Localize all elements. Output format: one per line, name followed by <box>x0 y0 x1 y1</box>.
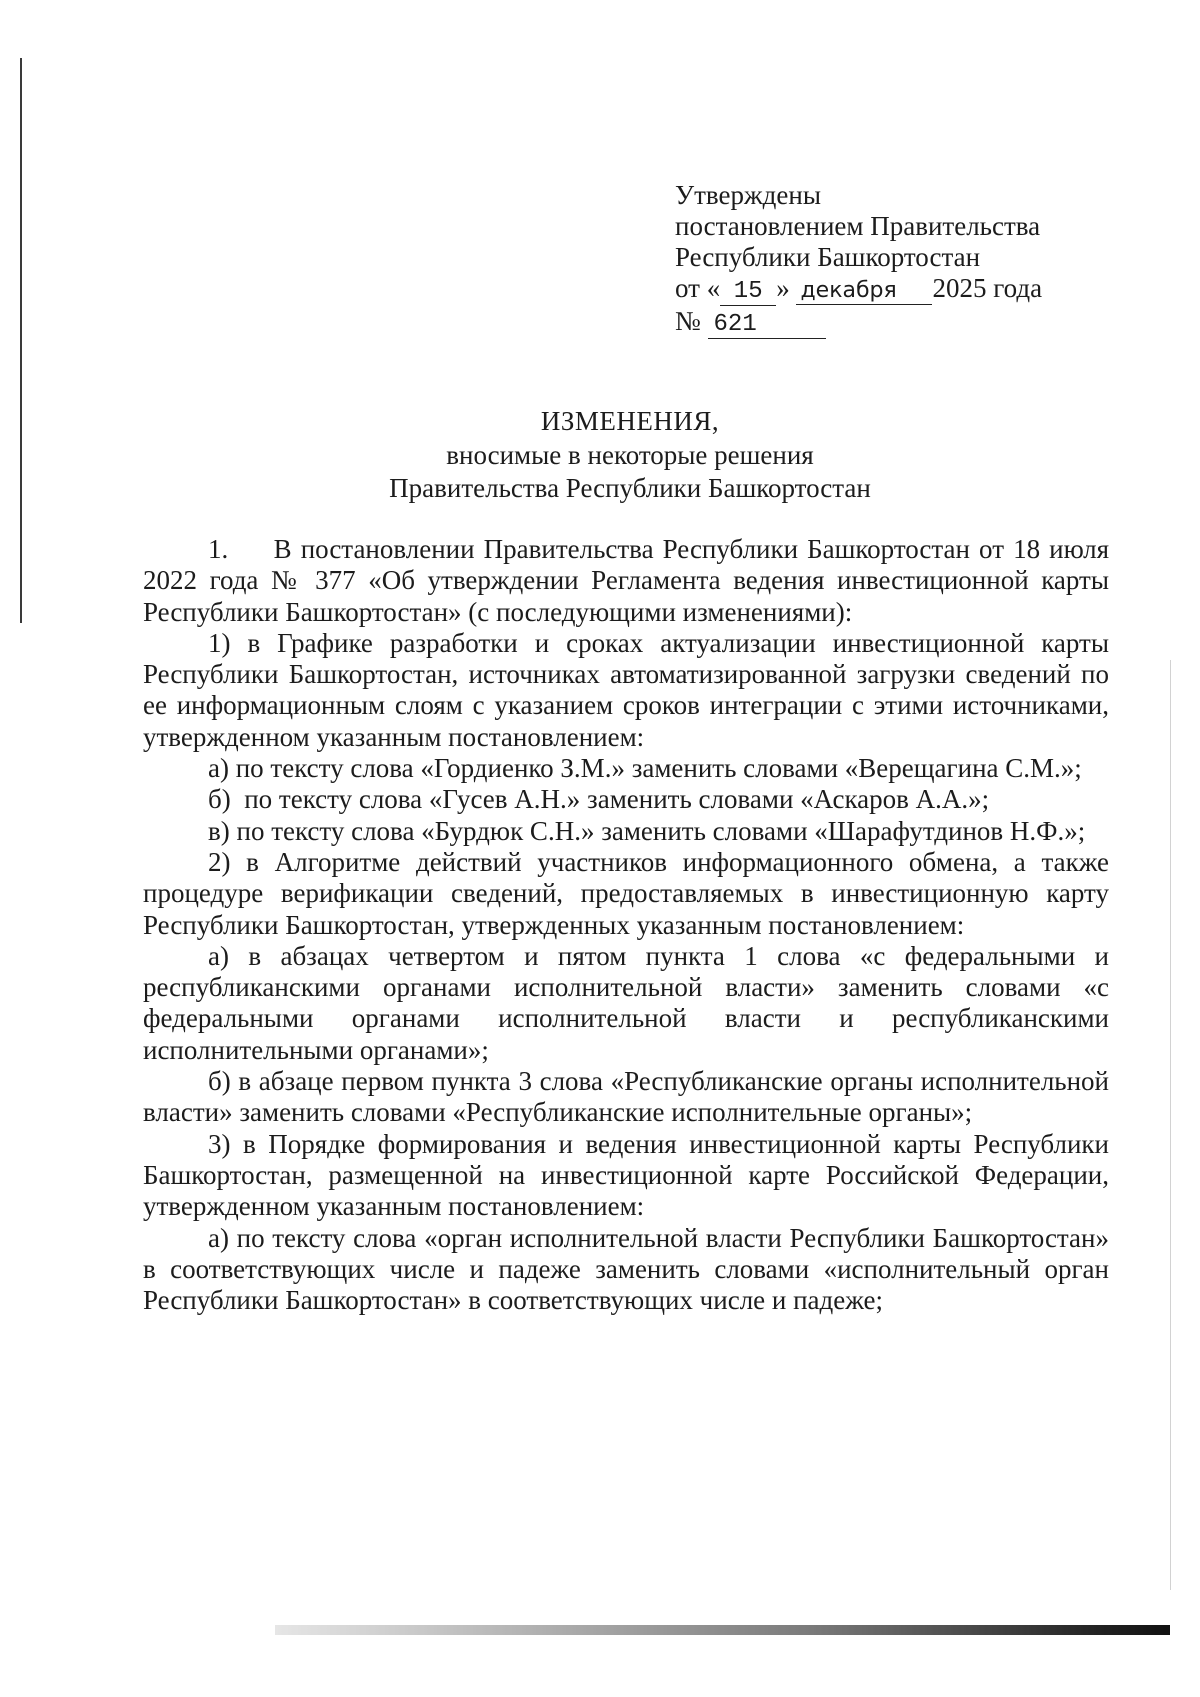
subitem-1a-paragraph: а) по тексту слова «Гордиенко З.М.» заменить словами «Верещагина С.М.»; <box>208 753 1082 784</box>
approval-line-1: Утверждены <box>675 180 821 210</box>
document-heading: ИЗМЕНЕНИЯ, <box>540 406 720 436</box>
approval-number <box>675 306 1042 339</box>
scan-edge-line-bottom <box>275 1625 1170 1635</box>
document-body <box>143 534 1109 1316</box>
subitem-3a-paragraph: а) по тексту слова «орган исполнительной власти Республики Башкортостан» в соответствующих числе и падеже заменить словами «исполнительный орган Республики Башкортостан» в соответствующих числе и падеже; <box>143 1222 1109 1316</box>
date-year: 2025 года <box>932 273 1043 303</box>
document-subtitle-line-1: вносимые в некоторые решения <box>446 440 814 470</box>
subitem-2b-paragraph: б) в абзаце первом пункта 3 слова «Республиканские органы исполнительной власти» заменить словами «Республиканские исполнительные органы»; <box>143 1066 1109 1128</box>
document-subtitle-line-2: Правительства Республики Башкортостан <box>389 473 871 503</box>
date-prefix: от « <box>675 273 721 303</box>
approval-line-3: Республики Башкортостан <box>675 242 981 272</box>
subitem-1b-paragraph: б) по тексту слова «Гусев А.Н.» заменить словами «Аскаров А.А.»; <box>208 784 990 815</box>
number-prefix: № <box>675 306 701 336</box>
subitem-3-paragraph: 3) в Порядке формирования и ведения инвестиционной карты Республики Башкортостан, размещенной на инвестиционной карте Российской Федерации, утвержденном указанным постановлением: <box>143 1128 1109 1222</box>
subitem-2a-paragraph: а) в абзацах четвертом и пятом пункта 1 слова «с федеральными и республиканскими органами исполнительной власти» заменить словами «с федеральными органами исполнительной власти и республиканскими исполнительными органами»; <box>143 940 1109 1065</box>
date-day: 15 <box>720 279 776 306</box>
item-1-paragraph: 1. В постановлении Правительства Республики Башкортостан от 18 июля 2022 года № 377 «Об утверждении Регламента ведения инвестиционной карты Республики Башкортостан» (с последующими изменениями): <box>143 534 1109 627</box>
subitem-2-paragraph: 2) в Алгоритме действий участников информационного обмена, а также процедуре верификации сведений, предоставляемых в инвестиционную карту Республики Башкортостан, утвержденных указанным постановлением: <box>143 846 1109 940</box>
date-mid: » <box>776 273 790 303</box>
date-month: декабря <box>796 278 932 305</box>
approval-date <box>675 273 1042 306</box>
document-number: 621 <box>708 312 826 339</box>
subitem-1c-paragraph: в) по тексту слова «Бурдюк С.Н.» заменить словами «Шарафутдинов Н.Ф.»; <box>208 815 1086 846</box>
approval-stamp <box>675 180 1042 339</box>
scan-edge-line-right <box>1170 660 1171 1590</box>
approval-line-2: постановлением Правительства <box>675 211 1041 241</box>
scan-edge-line-left <box>20 58 22 623</box>
subitem-1-paragraph: 1) в Графике разработки и сроках актуализации инвестиционной карты Республики Башкортостан, источниках автоматизированной загрузки сведений по ее информационным слоям с указанием сроков интеграции с этими источниками, утвержденном указанным постановлением: <box>143 627 1109 752</box>
